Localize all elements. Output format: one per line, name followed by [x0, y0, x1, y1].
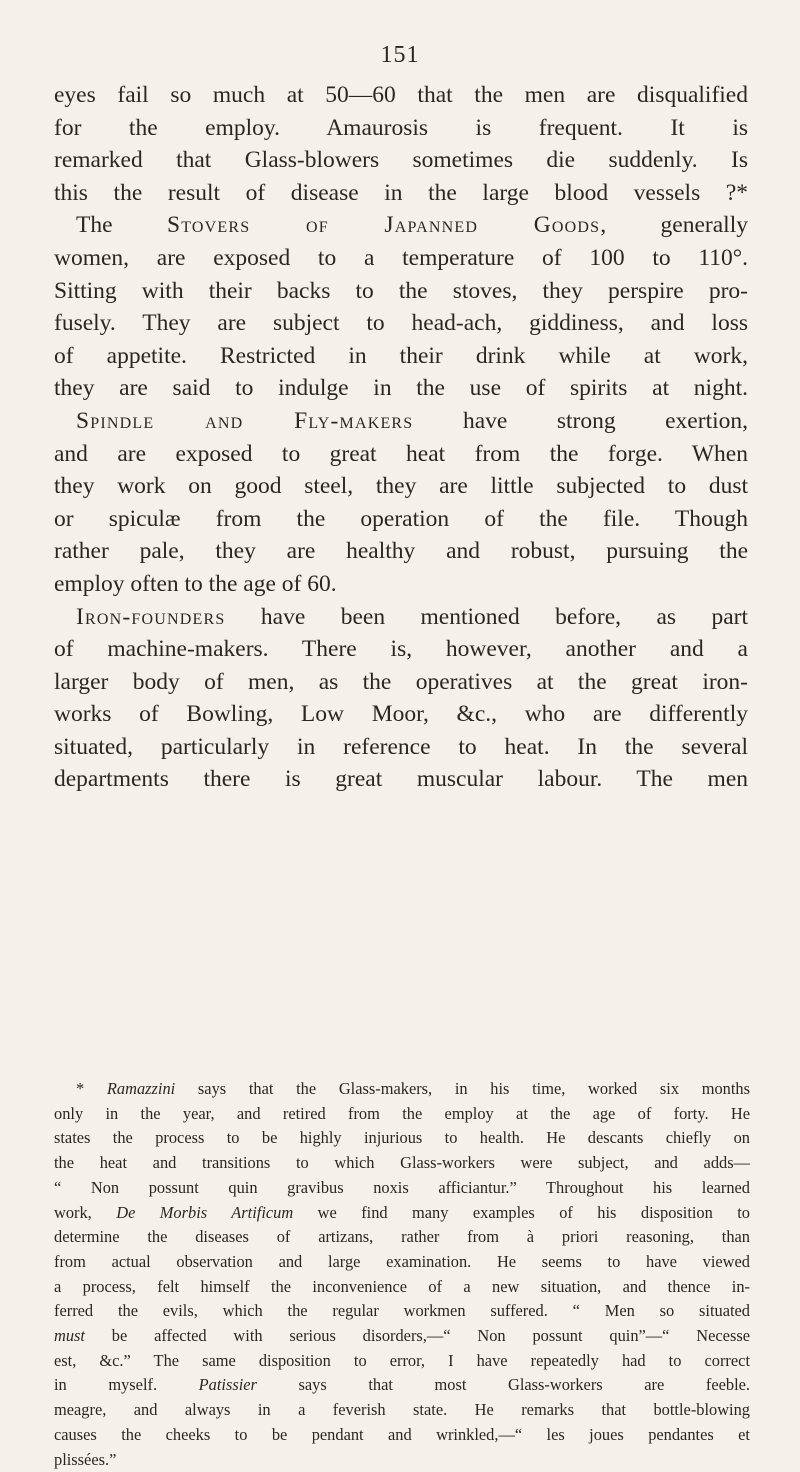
footnote-line: “ Non possunt quin gravibus noxis afficiantur.” Throughout his learned: [54, 1177, 750, 1197]
text-line: larger body of men, as the operatives at the great iron-: [54, 668, 748, 695]
footnote-line: from actual observation and large examination. He seems to have viewed: [54, 1251, 750, 1271]
footnote-line: ferred the evils, which the regular workmen suffered. “ Men so situated: [54, 1301, 750, 1321]
paragraph-iron-start: Iron-founders have been mentioned before, as part: [76, 603, 748, 630]
emphasis-must: must: [54, 1326, 85, 1346]
author-patissier: Patissier: [198, 1375, 257, 1395]
text-line: women, are exposed to a temperature of 100 to 110°.: [54, 244, 748, 271]
text-line: remarked that Glass-blowers sometimes die suddenly. Is: [54, 147, 748, 174]
text-line: they are said to indulge in the use of spirits at night.: [54, 375, 748, 402]
footnote: [54, 1077, 750, 1472]
footnote-line: a process, felt himself the inconvenience of a new situation, and thence in-: [54, 1276, 750, 1296]
text-line: employ often to the age of 60.: [54, 570, 337, 597]
text-line: and are exposed to great heat from the forge. When: [54, 440, 748, 467]
footnote-line: the heat and transitions to which Glass-workers were subject, and adds—: [54, 1153, 750, 1173]
text-line: or spiculæ from the operation of the file. Though: [54, 505, 748, 532]
text-line: this the result of disease in the large blood vessels ?*: [54, 179, 748, 206]
footnote-line: work, De Morbis Artificum we find many examples of his disposition to: [54, 1202, 751, 1222]
footnote-line: meagre, and always in a feverish state. He remarks that bottle-blowing: [54, 1400, 750, 1420]
text-line: of appetite. Restricted in their drink while at work,: [54, 342, 748, 369]
footnote-line: plissées.”: [54, 1449, 117, 1469]
footnote-line: determine the diseases of artizans, rather from à priori reasoning, than: [54, 1227, 750, 1247]
term-stovers: Stovers of Japanned Goods: [166, 212, 601, 239]
text-line: of machine-makers. There is, however, another and a: [54, 636, 748, 663]
footnote-line: * Ramazzini says that the Glass-makers, in his time, worked six months: [76, 1079, 751, 1098]
text-line: rather pale, they are healthy and robust, pursuing the: [54, 538, 748, 565]
footnote-line: only in the year, and retired from the employ at the age of forty. He: [54, 1103, 750, 1123]
author-ramazzini: Ramazzini: [106, 1079, 176, 1098]
text-line: Sitting with their backs to the stoves, they perspire pro-: [54, 277, 748, 304]
text-line: they work on good steel, they are little subjected to dust: [54, 473, 748, 500]
paragraph-stovers-start: The Stovers of Japanned Goods, generally: [76, 212, 748, 239]
text-line: works of Bowling, Low Moor, &c., who are differently: [54, 701, 748, 728]
footnote-line: states the process to be highly injurious to health. He descants chiefly on: [54, 1128, 750, 1148]
text-line: eyes fail so much at 50—60 that the men are disqualified: [54, 82, 748, 108]
footnote-line: must be affected with serious disorders,—“ Non possunt quin”—“ Necesse: [54, 1326, 750, 1346]
footnote-line: in myself. Patissier says that most Glass-workers are feeble.: [54, 1375, 750, 1395]
work-title: De Morbis Artificum: [116, 1202, 294, 1222]
text-line: for the employ. Amaurosis is frequent. It is: [54, 114, 748, 141]
main-text: [54, 79, 748, 796]
footnote-line: est, &c.” The same disposition to error, I have repeatedly had to correct: [54, 1350, 750, 1370]
text-line: fusely. They are subject to head-ach, giddiness, and loss: [54, 310, 748, 337]
text-line: situated, particularly in reference to heat. In the several: [54, 733, 748, 760]
term-spindle: Spindle and Fly-makers: [76, 407, 414, 434]
paragraph-spindle-start: Spindle and Fly-makers have strong exertion,: [76, 407, 748, 434]
term-iron-founders: Iron-founders: [76, 603, 226, 630]
footnote-line: causes the cheeks to be pendant and wrinkled,—“ les joues pendantes et: [54, 1424, 750, 1444]
page-number: 151: [380, 42, 420, 68]
text-line: departments there is great muscular labour. The men: [54, 766, 748, 793]
